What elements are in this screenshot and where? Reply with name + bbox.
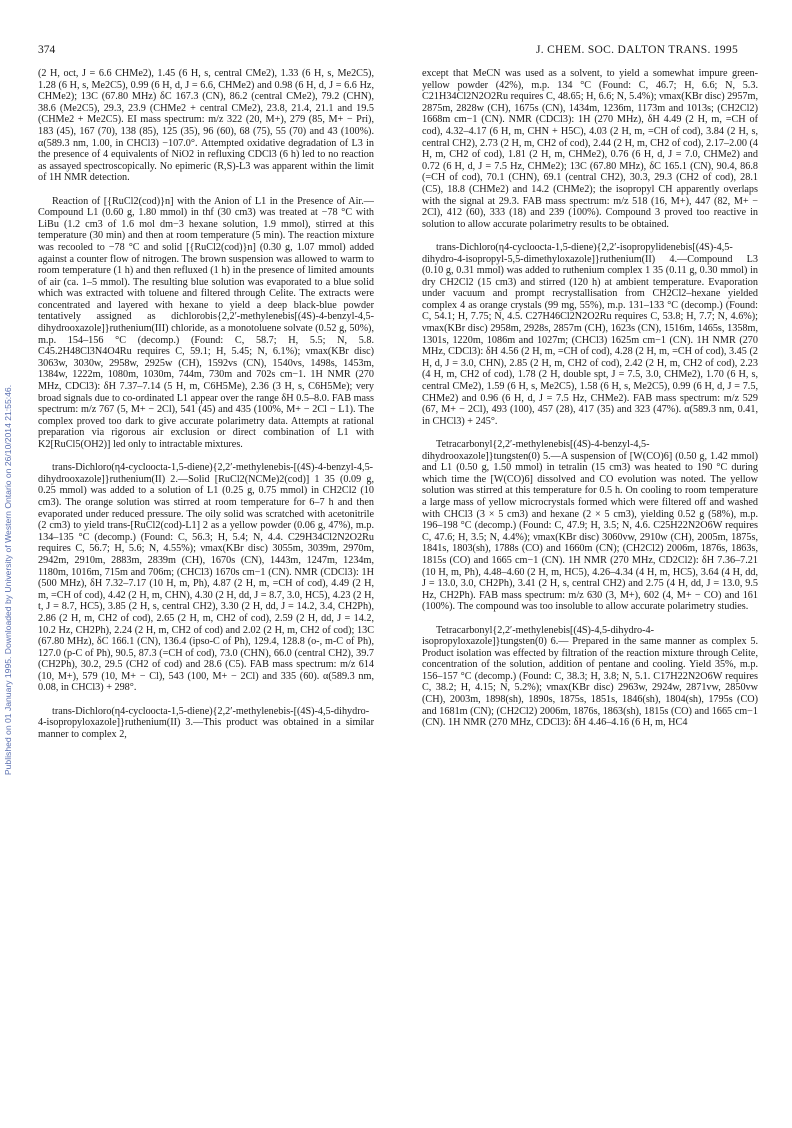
left-column — [38, 68, 374, 740]
download-watermark — [0, 190, 16, 970]
paragraph-ru-anion-reaction: Reaction of [{RuCl2(cod)}n] with the Anion of L1 in the Presence of Air.—Compound L1 (0.60 g, 1.80 mmol) in thf (30 cm3) was treated at −78 °C with LiBu (1.2 cm3 of 1.6 mol dm−3 hexane solution, 1.9 mmol), stirred at this temperature (30 min) and then at room temperature (5 min). The reaction mixture was recooled to −78 °C and solid [{RuCl2(cod)}n] (0.30 g, 1.07 mmol) added against a counter flow of nitrogen. The brown suspension was allowed to warm to room temperature (1 h) and then refluxed (1 h) in the presence of limited amounts of air (ca. 1–5 mmol). The resulting blue solution was evaporated to a blue solid which was extracted with toluene and filtered through Celite. The extracts were concentrated and layered with hexane to yield a deep black-blue powder tentatively assigned as dichlorobis{2,2′-methylenebis[(4S)-4-benzyl-4,5-dihydrooxazole]}ruthenium(III) chloride, as a monotoluene solvate (0.52 g, 50%), m.p. 154–156 °C (decomp.) (Found: C, 58.7; H, 5.5; N, 5.8. C45.2H48Cl3N4O4Ru requires C, 59.1; H, 5.45; N, 6.1%); νmax(KBr disc) 3063w, 3030w, 2958w, 2925w (CH), 1592vs (CN), 1540vs, 1498s, 1453m, 1384w, 1222m, 1080m, 1030m, 744m, 730m and 702s cm−1. 1H NMR (270 MHz, CDCl3): δH 7.37–7.14 (5 H, m, C6H5Me), 2.36 (3 H, s, C6H5Me); very broad signals due to co-ordinated L1 appear over the range δH 0.5–8.0. FAB mass spectrum: m/z 767 (5, M+ − 2Cl), 541 (45) and 435 (100%, M+ − 2Cl − L1). The complex proved too dark to give accurate polarimetry data. Attempts at rational preparation via rigorous air exclusion or direct combination of L1 with K2[RuCl5(OH2)] led only to intractable mixtures. — [38, 195, 374, 450]
page-header — [38, 44, 738, 60]
page-number: 374 — [38, 44, 56, 56]
paragraph-complex-2: trans-Dichloro(η4-cycloocta-1,5-diene){2,2′-methylenebis-[(4S)-4-benzyl-4,5-dihydrooxazole]}ruthenium(II) 2.—Solid [RuCl2(NCMe)2(cod)] 1 35 (0.09 g, 0.25 mmol) was added to a solution of L1 (0.25 g, 0.75 mmol) in CH2Cl2 (10 cm3). The orange solution was stirred at room temperature for 6–7 h and then evaporated under reduced pressure. The oily solid was scratched with acetonitrile (2 cm3) to yield trans-[RuCl2(cod)-L1] 2 as a yellow powder (0.06 g, 47%), m.p. 134–135 °C (decomp.) (Found: C, 56.3; H, 5.4; N, 4.4. C29H34Cl2N2O2Ru requires C, 56.7; H, 5.6; N, 4.55%); νmax(KBr disc) 3055m, 3039m, 2970m, 2942m, 2910m, 2883m, 2839m (CH), 1670s (CN), 1443m, 1247m, 1234m, 1180m, 1016m, 715m and 706m; (CHCl3) 1670s cm−1 (CN). NMR (CDCl3): 1H (500 MHz), δH 7.32–7.17 (10 H, m, Ph), 4.87 (2 H, m, =CH of cod), 4.49 (2 H, m, =CH of cod), 4.42 (2 H, m, CHN), 4.30 (2 H, dd, J = 8.7, 3.0, HC5), 4.23 (2 H, t, J = 8.7, HC5), 3.85 (2 H, s, central CH2), 3.30 (2 H, dd, J = 14.2, 3.4, CH2Ph), 2.86 (2 H, m, CH2 of cod), 2.65 (2 H, m, CH2 of cod), 2.59 (2 H, dd, J = 14.2, 10.2 Hz, CH2Ph), 2.24 (2 H, m, CH2 of cod) and 2.02 (2 H, m, CH2 of cod); 13C (67.80 MHz), δC 166.1 (CN), 136.4 (ipso-C of Ph), 129.4, 128.8 (o-, m-C of Ph), 127.0 (p-C of Ph), 90.5, 87.3 (=CH of cod), 73.0 (CHN), 66.0 (central CH2), 39.7 (CH2Ph), 30.2, 29.5 (CH2 of cod) and 28.6 (C5). FAB mass spectrum: m/z 614 (10, M+), 579 (10, M+ − Cl), 543 (100, M+ − 2Cl) and 335 (60). α(589.3 nm, 0.08, in CHCl3) + 298°. — [38, 462, 374, 694]
paragraph-complex-6: Tetracarbonyl{2,2′-methylenebis[(4S)-4,5-dihydro-4-isopropyloxazole]}tungsten(0) 6.— Prepared in the same manner as complex 5. Product isolation was effected by filtration of the reaction mixture through Celite, concentration of the solution, addition of pentane and cooling. Yield 35%, m.p. 156–157 °C (decomp.) (Found: C, 38.3; H, 3.8; N, 5.1. C17H22N2O6W requires C, 38.2; H, 4.15; N, 5.2%); νmax(KBr disc) 2963w, 2924w, 2871vw, 2850vw (CH), 2003m, 1898(sh), 1890s, 1875s, 1851s, 1846(sh), 1804(sh), 1795s (CO) and 1681m (CN); (CH2Cl2) 2006m, 1876s, 1863(sh), 1815s (CO) and 1665 cm−1 (CN). 1H NMR (270 MHz, CDCl3): δH 4.46–4.16 (6 H, m, HC4 — [422, 624, 758, 729]
paragraph-complex-5: Tetracarbonyl{2,2′-methylenebis[(4S)-4-benzyl-4,5-dihydrooxazole]}tungsten(0) 5.—A suspension of [W(CO)6] (0.50 g, 1.42 mmol) and L1 (0.50 g, 1.50 mmol) in tetralin (15 cm3) was heated to 190 °C during which time the [W(CO)6] dissolved and CO evolution was noted. The yellow solution was stirred at this temperature for 0.5 h. On cooling to room temperature a large mass of yellow microcrystals formed which were filtered off and washed with CHCl3 (3 × 5 cm3) and hexane (2 × 5 cm3), yielding 0.52 g (58%), m.p. 196–198 °C (decomp.) (Found: C, 47.9; H, 3.5; N, 4.6. C25H22N2O6W requires C, 47.6; H, 3.5; N, 4.4%); νmax(KBr disc) 3060vw, 2910w (CH), 2005m, 1875s, 1841s, 1803(sh), 1788s (CO) and 1660m (CN); (CH2Cl2) 2006m, 1876s, 1863s, 1815s (CO) and 1665 cm−1 (CN). 1H NMR (270 MHz, CD2Cl2): δH 7.36–7.21 (10 H, m, Ph), 4.48–4.60 (2 H, m, HC5), 4.26–4.34 (4 H, m, HC5), 3.64 (4 H, dd, J = 13.0, 3.0, CH2Ph), 3.41 (2 H, s, central CH2) and 2.75 (4 H, dd, J = 13.0, 9.5 Hz, CH2Ph). FAB mass spectrum: m/z 630 (3, M+), 602 (4, M+ − CO) and 161 (100%). The compound was too insoluble to allow accurate polarimetry studies. — [422, 439, 758, 613]
download-watermark-text: Published on 01 January 1995. Downloaded by University of Western Ontario on 26/10/2014 21:55:46. — [3, 384, 13, 776]
paragraph-complex-3-end: except that MeCN was used as a solvent, to yield a somewhat impure green-yellow powder (42%), m.p. 134 °C (Found: C, 46.7; H, 6.6; N, 5.3. C21H34Cl2N2O2Ru requires C, 48.65; H, 6.6; N, 5.4%); νmax(KBr disc) 2957m, 2875m, 2828w (CH), 1675s (CN), 1434m, 1236m, 1173m and 1013s; (CH2Cl2) 1668m cm−1 (CN). NMR (CDCl3): 1H (270 MHz), δH 4.49 (2 H, m, =CH of cod), 4.32–4.17 (6 H, m, CHN + H5C), 4.03 (2 H, m, =CH of cod), 3.84 (2 H, s, central CH2), 2.73 (2 H, m, CH2 of cod), 2.44 (2 H, m, CH2 of cod), 2.17–2.00 (4 H, m, CH2 of cod), 1.81 (2 H, m, CHMe2), 0.76 (6 H, d, J = 7.0, CHMe2) and 0.72 (6 H, d, J = 7.5 Hz, CHMe2); 13C (67.80 MHz), δC 165.1 (CN), 90.4, 86.8 (=CH of cod), 70.1 (CHN), 69.1 (central CH2), 30.3, 29.3 (CH2 of cod), 28.1 (C5), 18.8 (CHMe2) and 14.2 (CHMe2); the isopropyl CH apparently overlaps with the signal at 29.3. FAB mass spectrum: m/z 518 (16, M+), 447 (82, M+ − 2Cl), 412 (60), 333 (18) and 239 (100%). Compound 3 proved too reactive in solution to allow accurate polarimetry results to be obtained. — [422, 68, 758, 230]
paragraph-complex-4: trans-Dichloro(η4-cycloocta-1,5-diene){2,2′-isopropylidenebis[(4S)-4,5-dihydro-4-isopropyl-5,5-dimethyloxazole]}ruthenium(II) 4.—Compound L3 (0.10 g, 0.31 mmol) was added to ruthenium complex 1 35 (0.11 g, 0.30 mmol) in dry CH2Cl2 (15 cm3) and stirred (120 h) at ambient temperature. Evaporation under vacuum and prompt recrystallisation from CH2Cl2–hexane yielded complex 4 as orange crystals (99 mg, 55%), m.p. 131–133 °C (decomp.) (Found: C, 54.1; H, 7.75; N, 4.5. C27H46Cl2N2O2Ru requires C, 53.8; H, 7.7; N, 4.6%); νmax(KBr disc) 2958m, 2928s, 2857m (CH), 1623s (CN), 1516m, 1465s, 1358m, 1301s, 1220m, 1086m and 1027m; (CHCl3) 1625m cm−1 (CN). 1H NMR (270 MHz, CDCl3): δH 4.56 (2 H, m, =CH of cod), 4.28 (2 H, m, =CH of cod), 3.45 (2 H, d, J = 3.0, CHN), 2.85 (2 H, m, CH2 of cod), 2.42 (2 H, m, CH2 of cod), 2.23 (4 H, m, CH2 of cod), 1.78 (2 H, double spt, J = 7.5, 3.0, CHMe2), 1.70 (6 H, s, central CMe2), 1.59 (6 H, s, Me2C5), 1.58 (6 H, s, Me2C5), 0.99 (6 H, d, J = 7.5, CHMe2) and 0.96 (6 H, d, J = 7.5 Hz, CHMe2). FAB mass spectrum: m/z 529 (67, M+ − 2Cl), 493 (100), 457 (28), 417 (35) and 323 (47%). α(589.3 nm, 0.41, in CHCl3) + 245°. — [422, 241, 758, 427]
paragraph-l3-spectra: (2 H, oct, J = 6.6 CHMe2), 1.45 (6 H, s, central CMe2), 1.33 (6 H, s, Me2C5), 1.28 (6 H, s, Me2C5), 0.99 (6 H, d, J = 6.6, CHMe2) and 0.98 (6 H, d, J = 6.6 Hz, CHMe2); 13C (67.80 MHz) δC 167.3 (CN), 86.2 (central CMe2), 79.2 (CHN), 38.6 (Me2C5), 29.3, 23.9 (CHMe2 + central CMe2), 23.8, 21.4, 21.1 and 19.5 (CHMe2 + Me2C5). EI mass spectrum: m/z 322 (20, M+), 279 (85, M+ − Pri), 183 (45), 167 (70), 138 (85), 125 (35), 96 (60), 68 (75), 55 (70) and 43 (100%). α(589.3 nm, 1.00, in CHCl3) −107.0°. Attempted oxidative degradation of L3 in the presence of 4 equivalents of NiO2 in refluxing CDCl3 (6 h) led to no reaction as assayed spectroscopically. No epimeric (R,S)-L3 was apparent within the limit of 1H NMR detection. — [38, 68, 374, 184]
journal-running-title: J. CHEM. SOC. DALTON TRANS. 1995 — [535, 44, 738, 56]
right-column — [422, 68, 758, 729]
paragraph-complex-3-start: trans-Dichloro(η4-cycloocta-1,5-diene){2,2′-methylenebis-[(4S)-4,5-dihydro-4-isopropyloxazole]}ruthenium(II) 3.—This product was obtained in a similar manner to complex 2, — [38, 705, 374, 740]
